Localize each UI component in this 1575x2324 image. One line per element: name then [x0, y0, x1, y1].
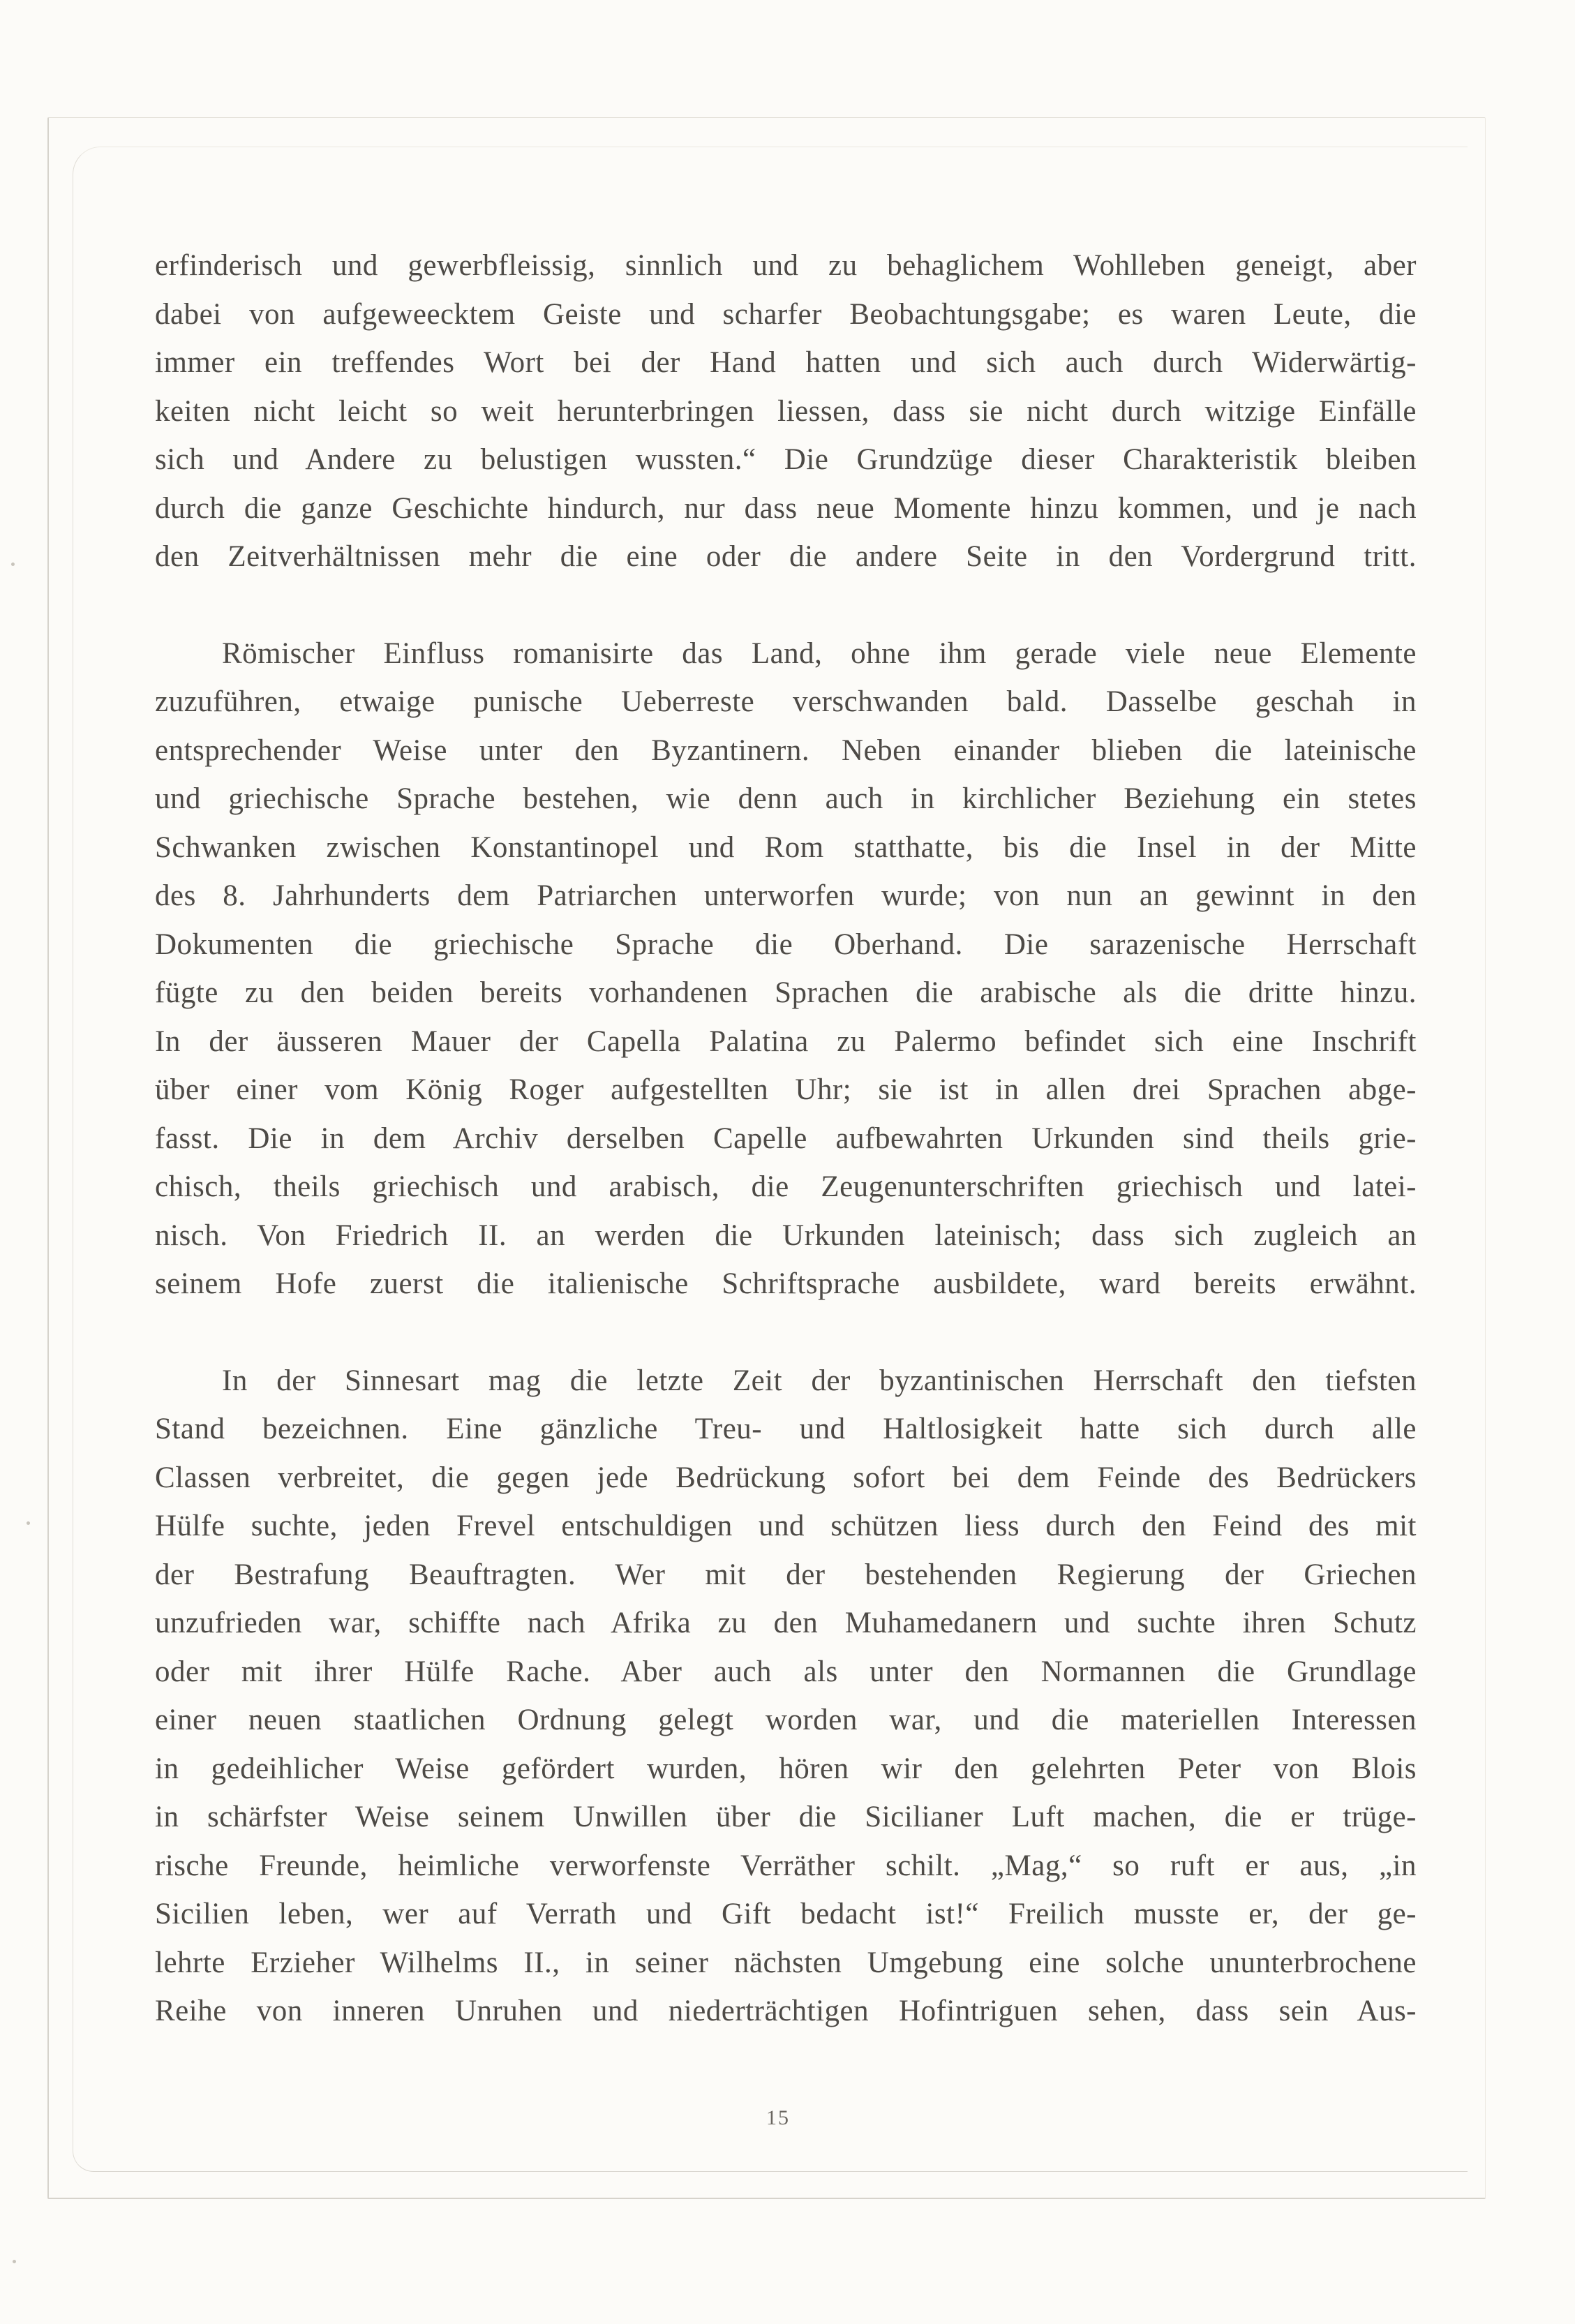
text-line: Reihe von inneren Unruhen und niederträchtigen Hofintriguen sehen, dass sein Aus- — [155, 1995, 1417, 2027]
text-line: erfinderisch und gewerbfleissig, sinnlich und zu behaglichem Wohlleben geneigt, aber — [155, 249, 1417, 282]
text-line: lehrte Erzieher Wilhelms II., in seiner nächsten Umgebung eine solche ununterbrochene — [155, 1946, 1417, 1979]
paragraph-2 — [155, 630, 1417, 1309]
text-line: oder mit ihrer Hülfe Rache. Aber auch als unter den Normannen die Grundlage — [155, 1655, 1417, 1688]
text-line: keiten nicht leicht so weit herunterbringen liessen, dass sie nicht durch witzige Einfälle — [155, 394, 1417, 428]
text-line: Classen verbreitet, die gegen jede Bedrückung sofort bei dem Feinde des Bedrückers — [155, 1461, 1417, 1494]
page-number: 15 — [766, 2106, 790, 2129]
text-line: den Zeitverhältnissen mehr die eine oder die andere Seite in den Vordergrund tritt. — [155, 540, 1417, 573]
text-line: durch die ganze Geschichte hindurch, nur dass neue Momente hinzu kommen, und je nach — [155, 491, 1417, 525]
paper-speck — [27, 1521, 30, 1525]
text-line: Dokumenten die griechische Sprache die Oberhand. Die sarazenische Herrschaft — [155, 928, 1417, 961]
text-line: In der äusseren Mauer der Capella Palatina zu Palermo befindet sich eine Inschrift — [155, 1025, 1417, 1058]
text-line: seinem Hofe zuerst die italienische Schriftsprache ausbildete, ward bereits erwähnt. — [155, 1267, 1417, 1300]
paper-speck — [11, 563, 15, 566]
text-line: einer neuen staatlichen Ordnung gelegt worden war, und die materiellen Interessen — [155, 1704, 1417, 1736]
text-line: fügte zu den beiden bereits vorhandenen Sprachen die arabische als die dritte hinzu. — [155, 976, 1417, 1009]
text-line: und griechische Sprache bestehen, wie denn auch in kirchlicher Beziehung ein stetes — [155, 782, 1417, 815]
text-line: unzufrieden war, schiffte nach Afrika zu den Muhamedanern und suchte ihren Schutz — [155, 1607, 1417, 1639]
body-text — [155, 241, 1417, 2036]
text-line: chisch, theils griechisch und arabisch, die Zeugenunterschriften griechisch und latei- — [155, 1170, 1417, 1203]
text-line: Schwanken zwischen Konstantinopel und Rom statthatte, bis die Insel in der Mitte — [155, 830, 1417, 864]
text-line: rische Freunde, heimliche verworfenste Verräther schilt. „Mag,“ so ruft er aus, „in — [155, 1849, 1417, 1882]
text-line: Stand bezeichnen. Eine gänzliche Treu- und Haltlosigkeit hatte sich durch alle — [155, 1413, 1417, 1445]
text-line: über einer vom König Roger aufgestellten Uhr; sie ist in allen drei Sprachen abge- — [155, 1073, 1417, 1106]
text-line: zuzuführen, etwaige punische Ueberreste verschwanden bald. Dasselbe geschah in — [155, 685, 1417, 718]
text-line: nisch. Von Friedrich II. an werden die Urkunden lateinisch; dass sich zugleich an — [155, 1219, 1417, 1252]
text-line: Römischer Einfluss romanisirte das Land, ohne ihm gerade viele neue Elemente — [222, 636, 1417, 670]
text-line: immer ein treffendes Wort bei der Hand hatten und sich auch durch Widerwärtig- — [155, 346, 1417, 379]
text-line: In der Sinnesart mag die letzte Zeit der byzantinischen Herrschaft den tiefsten — [222, 1364, 1417, 1397]
paper-speck — [13, 2260, 16, 2263]
text-line: dabei von aufgeweecktem Geiste und scharfer Beobachtungsgabe; es waren Leute, die — [155, 297, 1417, 331]
text-line: in schärfster Weise seinem Unwillen über die Sicilianer Luft machen, die er trüge- — [155, 1801, 1417, 1833]
text-line: entsprechender Weise unter den Byzantinern. Neben einander blieben die lateinische — [155, 733, 1417, 767]
paragraph-1 — [155, 241, 1417, 581]
text-line: fasst. Die in dem Archiv derselben Capelle aufbewahrten Urkunden sind theils grie- — [155, 1122, 1417, 1155]
text-line: des 8. Jahrhunderts dem Patriarchen unterworfen wurde; von nun an gewinnt in den — [155, 879, 1417, 912]
text-line: sich und Andere zu belustigen wussten.“ Die Grundzüge dieser Charakteristik bleiben — [155, 443, 1417, 476]
paragraph-3 — [155, 1357, 1417, 2036]
text-line: Hülfe suchte, jeden Frevel entschuldigen und schützen liess durch den Feind des mit — [155, 1510, 1417, 1542]
text-line: Sicilien leben, wer auf Verrath und Gift bedacht ist!“ Freilich musste er, der ge- — [155, 1898, 1417, 1930]
text-line: in gedeihlicher Weise gefördert wurden, hören wir den gelehrten Peter von Blois — [155, 1752, 1417, 1785]
text-line: der Bestrafung Beauftragten. Wer mit der bestehenden Regierung der Griechen — [155, 1558, 1417, 1591]
